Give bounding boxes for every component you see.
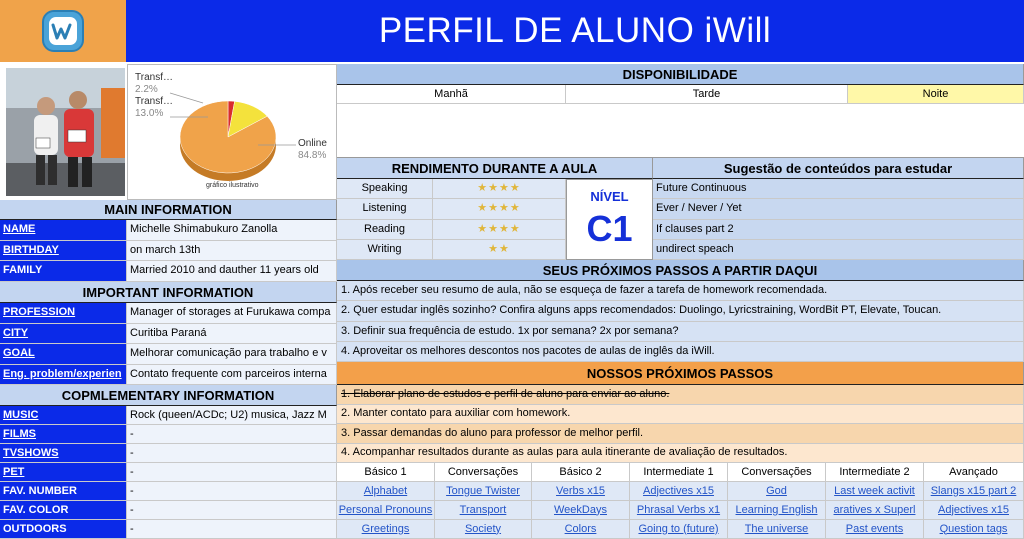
label-eng-problem-experien[interactable]: Eng. problem/experien: [0, 365, 127, 386]
value-name: Michelle Shimabukuro Zanolla: [127, 220, 337, 241]
availability-afternoon[interactable]: Tarde: [566, 85, 848, 104]
suggestions-header: Sugestão de conteúdos para estudar: [653, 158, 1024, 179]
label-name[interactable]: NAME: [0, 220, 127, 241]
skill-rating-writing: ★★: [433, 240, 566, 260]
pie-label-3: Online: [298, 138, 327, 149]
value-goal: Melhorar comunicação para trabalho e v: [127, 344, 337, 365]
pie-chart: [127, 64, 337, 200]
skill-rating-listening: ★★★★: [433, 199, 566, 219]
level-topic-link[interactable]: Personal Pronouns: [337, 501, 435, 520]
level-header: Básico 2: [532, 463, 630, 482]
level-topic-link[interactable]: Transport: [435, 501, 532, 520]
availability-night[interactable]: Noite: [848, 85, 1024, 104]
label-films[interactable]: FILMS: [0, 425, 127, 444]
value-music: Rock (queen/ACDc; U2) musica, Jazz M: [127, 406, 337, 425]
skill-reading: Reading: [337, 220, 433, 240]
level-topic-link[interactable]: The universe: [728, 520, 826, 539]
performance-header: RENDIMENTO DURANTE A AULA: [337, 158, 653, 179]
level-label: NÍVEL: [590, 189, 629, 204]
value-tvshows: -: [127, 444, 337, 463]
level-box: [566, 179, 653, 260]
skill-rating-speaking: ★★★★: [433, 179, 566, 199]
value-birthday: on march 13th: [127, 241, 337, 262]
label-goal[interactable]: GOAL: [0, 344, 127, 365]
chart-caption: gráfico ilustrativo: [206, 182, 259, 189]
next-steps-header: SEUS PRÓXIMOS PASSOS A PARTIR DAQUI: [337, 260, 1024, 281]
level-value: C1: [586, 208, 633, 249]
skill-writing: Writing: [337, 240, 433, 260]
suggestion-item: Future Continuous: [653, 179, 1024, 199]
suggestion-item: Ever / Never / Yet: [653, 199, 1024, 219]
level-header: Intermediate 1: [630, 463, 728, 482]
level-topic-link[interactable]: God: [728, 482, 826, 501]
label-birthday[interactable]: BIRTHDAY: [0, 241, 127, 262]
level-topic-link[interactable]: Alphabet: [337, 482, 435, 501]
label-fav-color: FAV. COLOR: [0, 501, 127, 520]
our-step-item: 1. Elaborar plano de estudos e perfil de aluno para enviar ao aluno.: [337, 385, 1024, 405]
next-step-item: 3. Definir sua frequência de estudo. 1x por semana? 2x por semana?: [337, 322, 1024, 342]
our-step-item: 4. Acompanhar resultados durante as aulas para aula itinerante de avaliação de resultados.: [337, 444, 1024, 464]
next-step-item: 1. Após receber seu resumo de aula, não se esqueça de fazer a tarefa de homework recomendada.: [337, 281, 1024, 301]
level-header: Conversações: [728, 463, 826, 482]
our-step-item: 3. Passar demandas do aluno para professor de melhor perfil.: [337, 424, 1024, 444]
label-family: FAMILY: [0, 261, 127, 282]
suggestion-item: undirect speach: [653, 240, 1024, 260]
value-pet: -: [127, 463, 337, 482]
level-topic-link[interactable]: Last week activit: [826, 482, 924, 501]
pie-value-3: 84.8%: [298, 150, 327, 161]
complementary-info-header: COPMLEMENTARY INFORMATION: [0, 385, 337, 406]
level-topic-link[interactable]: Colors: [532, 520, 630, 539]
our-step-item: 2. Manter contato para auxiliar com homework.: [337, 405, 1024, 425]
value-city: Curitiba Paraná: [127, 324, 337, 345]
value-fav-number: -: [127, 482, 337, 501]
label-pet[interactable]: PET: [0, 463, 127, 482]
pie-label-2: Transf…: [135, 96, 173, 107]
level-topic-link[interactable]: Going to (future): [630, 520, 728, 539]
important-info-header: IMPORTANT INFORMATION: [0, 282, 337, 303]
level-header: Intermediate 2: [826, 463, 924, 482]
our-steps-header: NOSSOS PRÓXIMOS PASSOS: [337, 362, 1024, 385]
main-info-header: MAIN INFORMATION: [0, 200, 337, 220]
level-topic-link[interactable]: Greetings: [337, 520, 435, 539]
level-topic-link[interactable]: Phrasal Verbs x1: [630, 501, 728, 520]
value-outdoors: -: [127, 520, 337, 539]
level-topic-link[interactable]: Past events: [826, 520, 924, 539]
value-family: Married 2010 and dauther 11 years old: [127, 261, 337, 282]
label-city[interactable]: CITY: [0, 324, 127, 345]
level-topic-link[interactable]: Learning English: [728, 501, 826, 520]
pie-value-1: 2.2%: [135, 84, 158, 95]
availability-morning[interactable]: Manhã: [337, 85, 566, 104]
pie-value-2: 13.0%: [135, 108, 164, 119]
label-tvshows[interactable]: TVSHOWS: [0, 444, 127, 463]
level-topic-link[interactable]: WeekDays: [532, 501, 630, 520]
level-header: Avançado: [924, 463, 1024, 482]
value-fav-color: -: [127, 501, 337, 520]
value-profession: Manager of storages at Furukawa compa: [127, 303, 337, 324]
student-photo: [6, 68, 125, 196]
suggestion-item: If clauses part 2: [653, 220, 1024, 240]
level-topic-link[interactable]: Adjectives x15: [924, 501, 1024, 520]
logo-cell: [0, 0, 126, 62]
availability-notes: [337, 104, 1024, 158]
level-topic-link[interactable]: Verbs x15: [532, 482, 630, 501]
level-topic-link[interactable]: Slangs x15 part 2: [924, 482, 1024, 501]
level-topic-link[interactable]: Society: [435, 520, 532, 539]
iwill-logo-icon: [41, 9, 85, 53]
level-topic-link[interactable]: Question tags: [924, 520, 1024, 539]
availability-header: DISPONIBILIDADE: [337, 64, 1024, 85]
level-topic-link[interactable]: aratives x Superl: [826, 501, 924, 520]
label-outdoors: OUTDOORS: [0, 520, 127, 539]
pie-label-1: Transf…: [135, 72, 173, 83]
skill-speaking: Speaking: [337, 179, 433, 199]
value-films: -: [127, 425, 337, 444]
skill-rating-reading: ★★★★: [433, 220, 566, 240]
level-topic-link[interactable]: Adjectives x15: [630, 482, 728, 501]
skill-listening: Listening: [337, 199, 433, 219]
level-topic-link[interactable]: Tongue Twister: [435, 482, 532, 501]
next-step-item: 4. Aproveitar os melhores descontos nos pacotes de aulas de inglês da iWill.: [337, 342, 1024, 362]
level-header: Básico 1: [337, 463, 435, 482]
page-title: PERFIL DE ALUNO iWill: [126, 0, 1024, 62]
value-eng-problem-experien: Contato frequente com parceiros interna: [127, 365, 337, 386]
next-step-item: 2. Quer estudar inglês sozinho? Confira alguns apps recomendados: Duolingo, Lyricstraining, WordBit PT, Elevate, Toucan.: [337, 301, 1024, 321]
level-header: Conversações: [435, 463, 532, 482]
label-fav-number: FAV. NUMBER: [0, 482, 127, 501]
label-profession[interactable]: PROFESSION: [0, 303, 127, 324]
label-music[interactable]: MUSIC: [0, 406, 127, 425]
